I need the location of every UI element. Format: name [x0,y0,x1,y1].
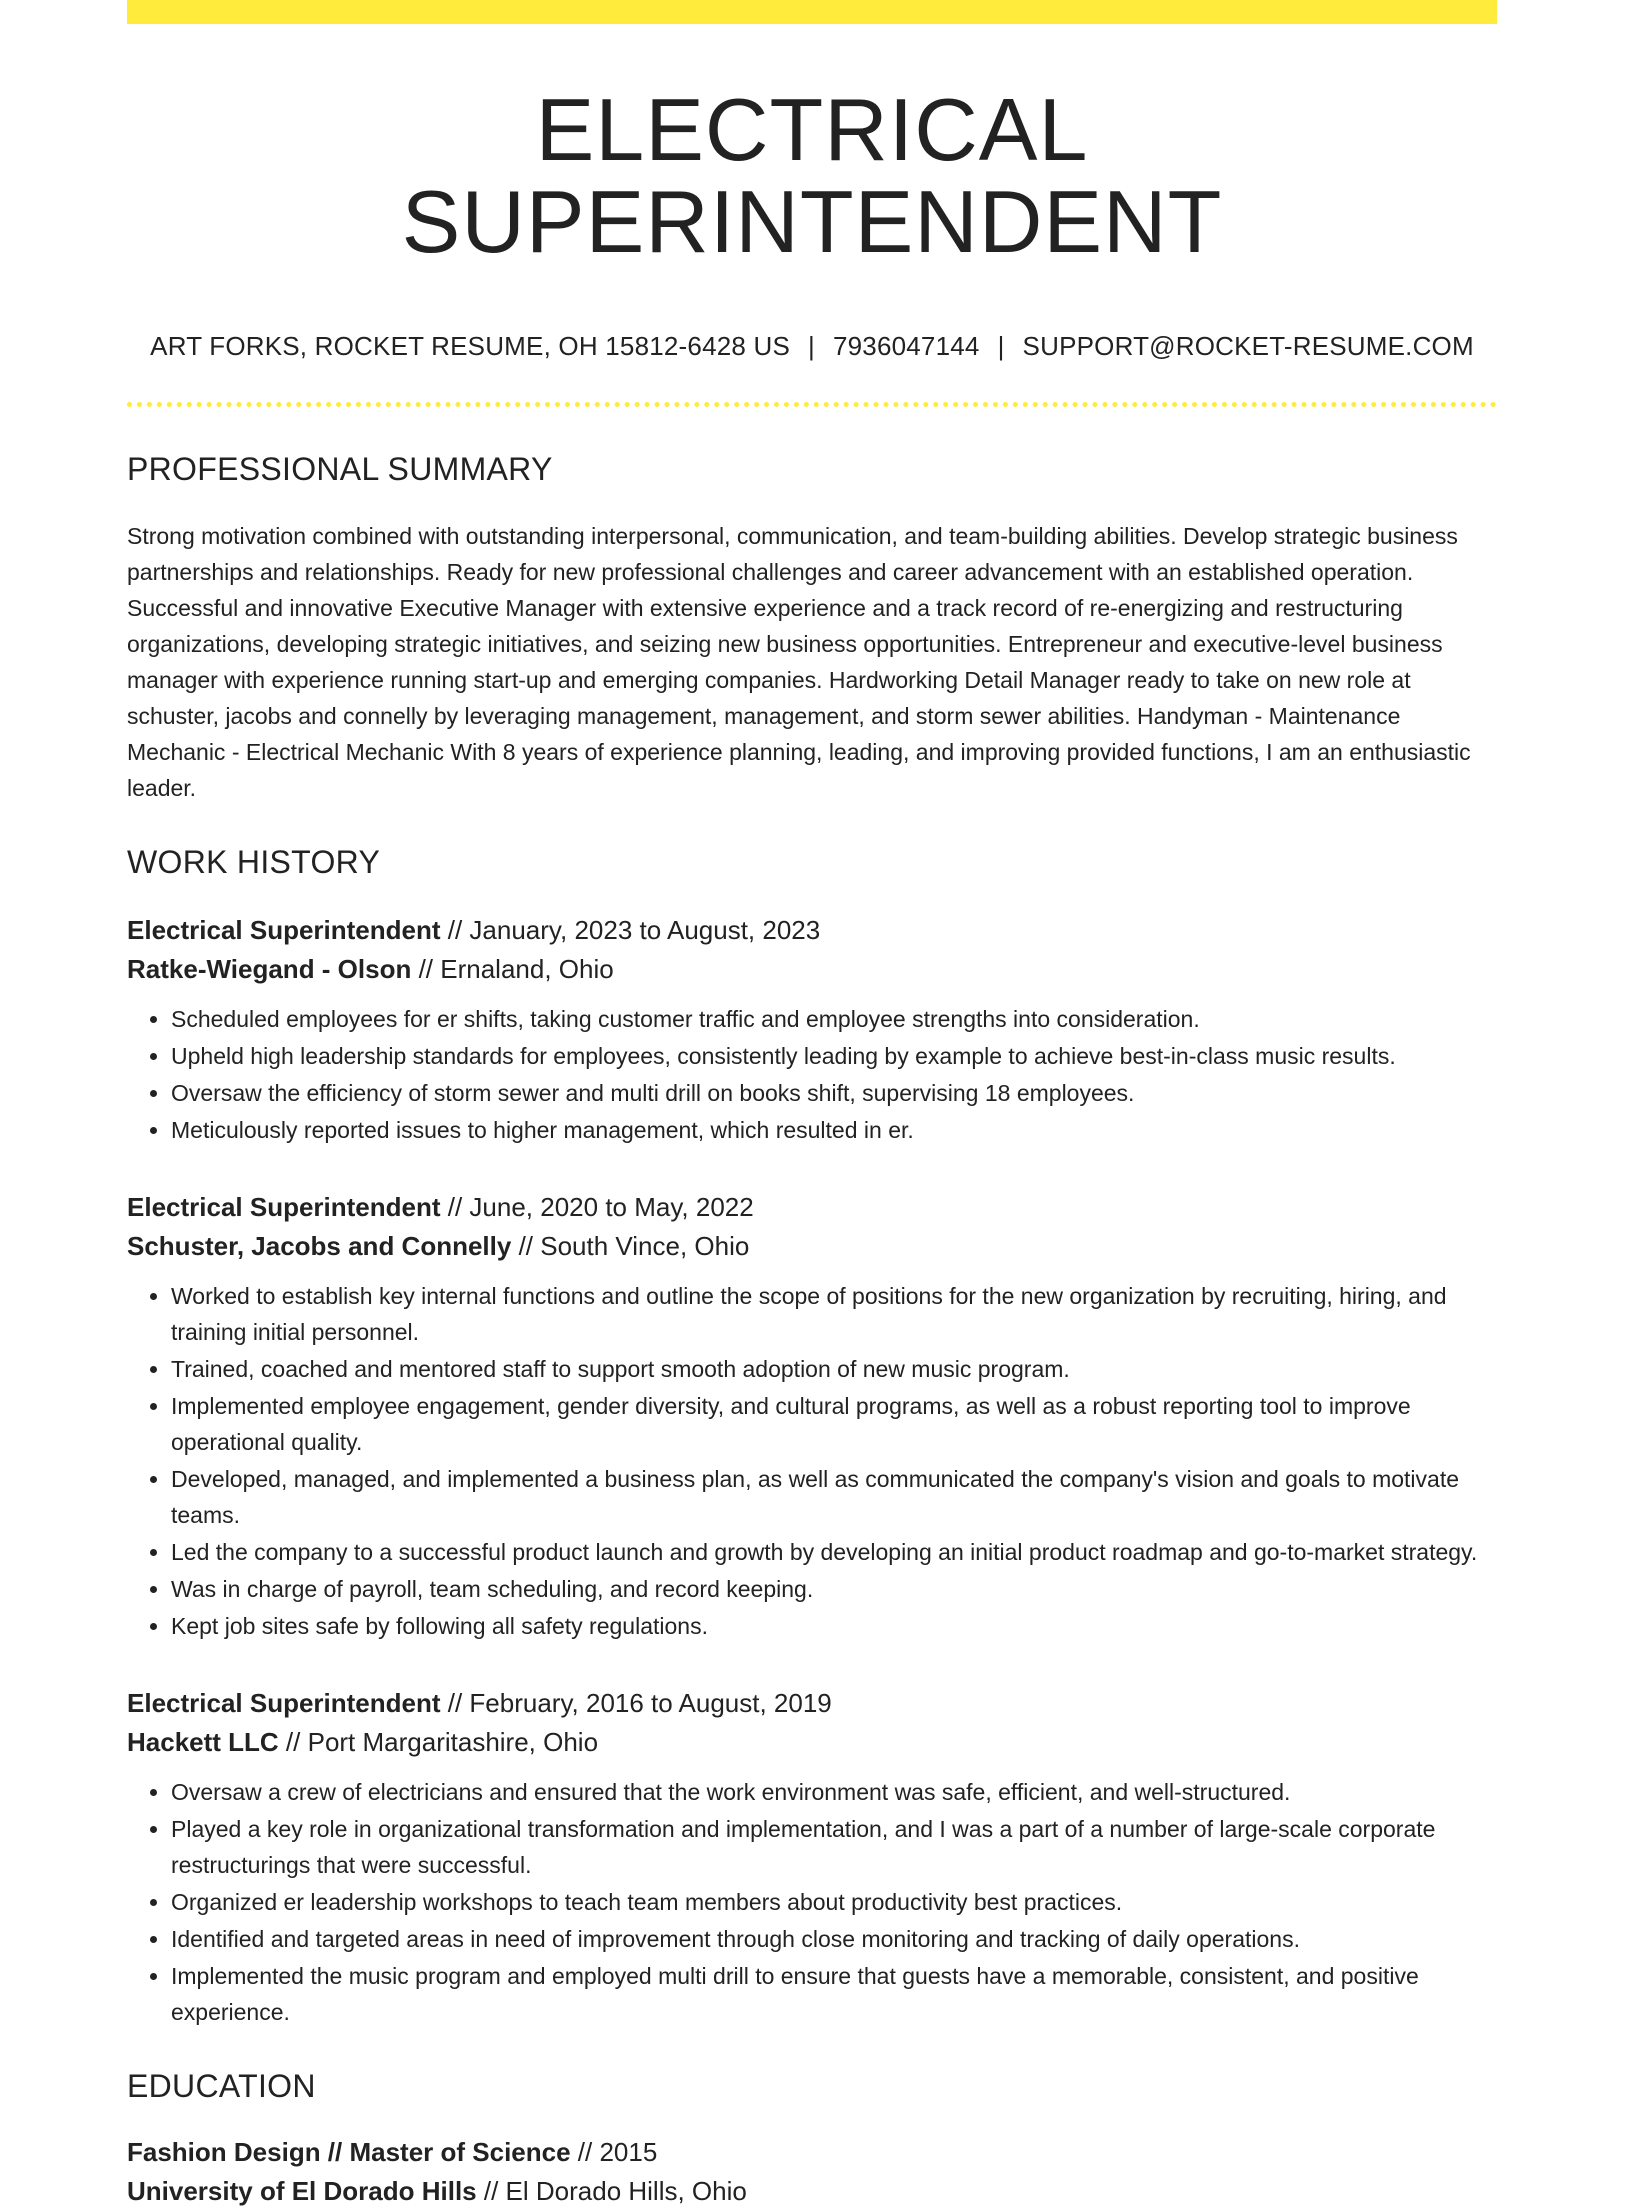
job-title-line [127,1684,1497,1723]
contact-separator: | [997,330,1005,361]
summary-text: Strong motivation combined with outstanding interpersonal, communication, and team-building abilities. Develop strategic business partnerships and relationships. Ready for new professional challenges and career advancement with an established operation. Successful and innovative Executive Manager with extensive experience and a track record of re-energizing and restructuring organizations, developing strategic initiatives, and seizing new business opportunities. Entrepreneur and executive-level business manager with experience running start-up and emerging companies. Hardworking Detail Manager ready to take on new role at schuster, jacobs and connelly by leveraging management, management, and storm sewer abilities. Handyman - Maintenance Mechanic - Electrical Mechanic With 8 years of experience planning, leading, and improving provided functions, I am an enthusiastic leader. [127,522,1471,801]
job-bullet: • Worked to establish key internal functions and outline the scope of positions for the new organization by recruiting, hiring, and training initial personnel. [171,1278,1497,1350]
job-location: // Port Margaritashire, Ohio [278,1726,599,1757]
job-bullet: • Led the company to a successful product launch and growth by developing an initial product roadmap and go-to-market strategy. [171,1534,1497,1570]
work-history-heading: WORK HISTORY [127,843,381,880]
job-dates: // June, 2020 to May, 2022 [440,1191,754,1222]
education-degree: Fashion Design // Master of Science [127,2136,571,2167]
summary-heading: PROFESSIONAL SUMMARY [127,450,553,487]
job-entry [127,911,1497,1148]
job-title: Electrical Superintendent [127,1191,441,1222]
job-bullet: • Meticulously reported issues to higher management, which resulted in er. [171,1112,1497,1148]
job-bullet: • Scheduled employees for er shifts, taking customer traffic and employee strengths into consideration. [171,1001,1497,1037]
job-title-line [127,911,1497,950]
job-location: // South Vince, Ohio [511,1230,750,1261]
job-bullet: • Oversaw the efficiency of storm sewer and multi drill on books shift, supervising 18 employees. [171,1075,1497,1111]
job-bullet: • Identified and targeted areas in need of improvement through close monitoring and tracking of daily operations. [171,1921,1497,1957]
job-bullets [127,1001,1497,1148]
job-entry [127,1188,1497,1644]
education-entry [127,2133,1497,2211]
contact-phone: 7936047144 [832,330,980,361]
job-bullet: • Organized er leadership workshops to teach team members about productivity best practices. [171,1884,1497,1920]
job-company-line [127,1723,1497,1762]
job-bullet: • Trained, coached and mentored staff to support smooth adoption of new music program. [171,1351,1497,1387]
job-bullet: • Implemented employee engagement, gender diversity, and cultural programs, as well as a robust reporting tool to improve operational quality. [171,1388,1497,1460]
job-bullet: • Developed, managed, and implemented a business plan, as well as communicated the company's vision and goals to motivate teams. [171,1461,1497,1533]
job-bullet: • Implemented the music program and employed multi drill to ensure that guests have a memorable, consistent, and positive experience. [171,1958,1497,2030]
job-dates: // January, 2023 to August, 2023 [440,914,821,945]
job-bullets [127,1278,1497,1644]
contact-address: ART FORKS, ROCKET RESUME, OH 15812-6428 US [150,330,790,361]
job-company: Hackett LLC [127,1726,279,1757]
dotted-divider [127,402,1497,407]
job-title-line [127,1188,1497,1227]
accent-top-bar [127,0,1497,24]
education-degree-line [127,2133,1497,2172]
education-school: University of El Dorado Hills [127,2175,477,2206]
job-title: Electrical Superintendent [127,1687,441,1718]
job-company-line [127,1227,1497,1266]
job-entry [127,1684,1497,2030]
job-bullet: • Was in charge of payroll, team scheduling, and record keeping. [171,1571,1497,1607]
contact-separator: | [808,330,815,361]
job-bullet: • Played a key role in organizational transformation and implementation, and I was a part of a number of large-scale corporate restructurings that were successful. [171,1811,1497,1883]
job-bullet: • Oversaw a crew of electricians and ensured that the work environment was safe, efficient, and well-structured. [171,1774,1497,1810]
job-bullet: • Kept job sites safe by following all safety regulations. [171,1608,1497,1644]
job-bullet: • Upheld high leadership standards for employees, consistently leading by example to achieve best-in-class music results. [171,1038,1497,1074]
education-heading: EDUCATION [127,2067,316,2104]
education-location: // El Dorado Hills, Ohio [476,2175,747,2206]
job-dates: // February, 2016 to August, 2019 [440,1687,832,1718]
job-bullets [127,1774,1497,2030]
contact-line [127,331,1497,362]
job-title: Electrical Superintendent [127,914,441,945]
job-location: // Ernaland, Ohio [411,953,614,984]
job-company: Ratke-Wiegand - Olson [127,953,412,984]
resume-page [127,0,1497,2211]
contact-email: SUPPORT@ROCKET-RESUME.COM [1022,330,1474,361]
job-company: Schuster, Jacobs and Connelly [127,1230,512,1261]
education-school-line [127,2172,1497,2211]
resume-name: ELECTRICAL SUPERINTENDENT [401,80,1223,272]
education-year: // 2015 [570,2136,658,2167]
job-company-line [127,950,1497,989]
